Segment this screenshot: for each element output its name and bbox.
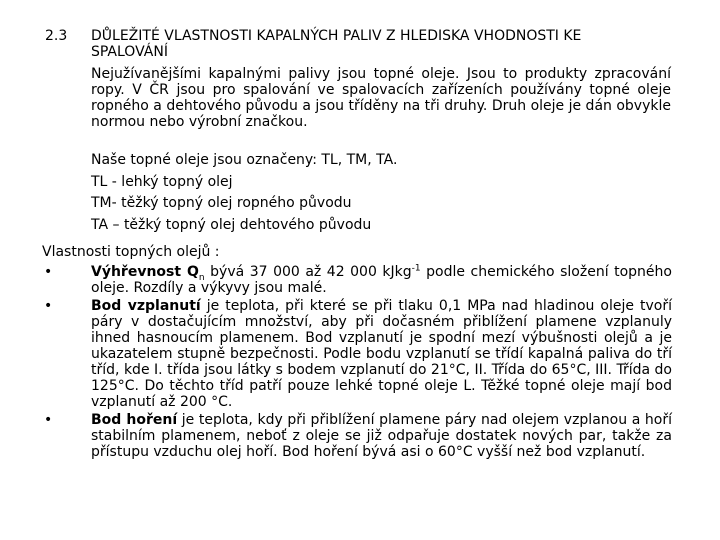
flash-point-term: Bod vzplanutí: [91, 298, 201, 314]
properties-title: Vlastnosti topných olejů :: [42, 244, 220, 260]
heat-value-text: [91, 264, 672, 296]
heat-value-desc-b: podle chemického složení topného oleje. Rozdíly a výkyvy jsou malé.: [91, 264, 672, 296]
oil-types-lead: Naše topné oleje jsou označeny: TL, TM, TA.: [91, 152, 398, 168]
fire-point-desc: je teplota, kdy při přiblížení plamene páry nad olejem vzplanou a hoří stabilním plamenem, neboť z oleje se již odpařuje dostatek nových par, takže za přístupu vzduchu olej hoří. Bod hoření bývá asi o 60°C vyšší než bod vzplanutí.: [91, 412, 673, 460]
heat-value-desc-a: bývá 37 000 až 42 000 kJkg: [204, 264, 412, 280]
bullet-icon: •: [44, 412, 53, 428]
section-title: DŮLEŽITÉ VLASTNOSTI KAPALNÝCH PALIV Z HLEDISKA VHODNOSTI KE SPALOVÁNÍ: [91, 28, 582, 60]
bullet-icon: •: [44, 264, 53, 280]
oil-type-item: TL - lehký topný olej: [91, 173, 233, 190]
section-number: 2.3: [45, 28, 68, 44]
oil-type-item: TA – těžký topný olej dehtového původu: [91, 216, 372, 233]
heat-value-term: Výhřevnost Q: [91, 264, 199, 280]
list-item-fire-point: [42, 412, 672, 460]
fire-point-term: Bod hoření: [91, 412, 178, 428]
intro-paragraph: Nejužívanějšími kapalnými palivy jsou topné oleje. Jsou to produkty zpracování ropy. V ČR jsou pro spalování ve spalovacích zařízeních používány topné oleje ropného a dehtového původu a jsou tříděny na tři druhy. Druh oleje je dán obvykle normou nebo výrobní značkou.: [91, 66, 671, 130]
flash-point-desc: je teplota, při které se při tlaku 0,1 MPa nad hladinou oleje tvoří páry v dostačujícím množství, aby při dočasném přiblížení plamene vzplanuly ihned hasnoucím plamenem. Bod vzplanutí je spodní mezí výbušnosti olejů a je ukazatelem stupně bezpečnosti. Podle bodu vzplanutí se třídí kapalná paliva do tří tříd, kde I. třída jsou látky s bodem vzplanutí do 21°C, II. Třída do 65°C, III. Třída do 125°C. Do těchto tříd patří pouze lehké topné oleje L. Těžké topné oleje mají bod vzplanutí až 200 °C.: [91, 298, 672, 410]
oil-types-list: [91, 150, 651, 236]
flash-point-text: [91, 298, 672, 410]
list-item-heat-value: [42, 264, 672, 296]
oil-type-item: TM- těžký topný olej ropného původu: [91, 195, 352, 211]
heat-value-term-subscript: n: [198, 272, 205, 283]
properties-list: [42, 264, 672, 462]
heat-value-unit-superscript: -1: [411, 263, 421, 274]
list-item-flash-point: [42, 298, 672, 410]
fire-point-text: [91, 412, 672, 460]
bullet-icon: •: [44, 298, 53, 314]
